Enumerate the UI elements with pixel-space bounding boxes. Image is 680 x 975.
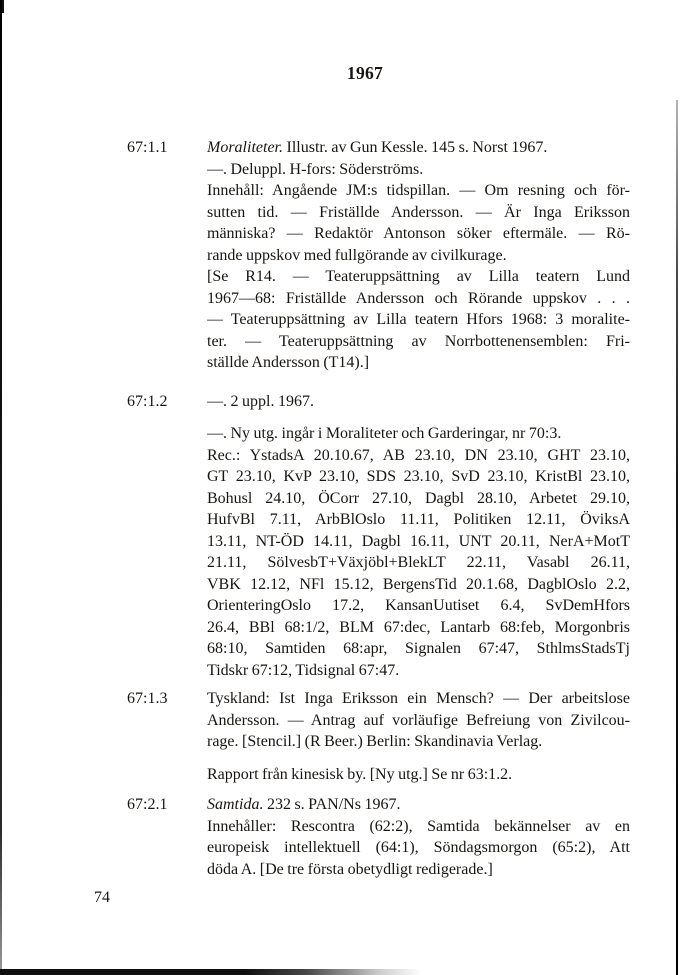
- bibliography-entry: [127, 794, 630, 880]
- text-line: [207, 688, 630, 710]
- text-line: [207, 837, 630, 859]
- entry-block: [207, 688, 630, 753]
- text-segment: Innehåll: Angående JM:s tidspillan. — Om resning och för-: [207, 182, 630, 199]
- text-segment: HufvBl 7.11, ArbBlOslo 11.11, Politiken 12.11, ÖviksA: [207, 511, 630, 528]
- text-line: [207, 309, 630, 331]
- work-title: Moraliteter.: [207, 139, 283, 156]
- text-line: [207, 660, 630, 682]
- text-line: [207, 509, 630, 531]
- text-line: [207, 638, 630, 660]
- scan-edge-bottom: [0, 969, 680, 975]
- text-segment: —. Deluppl. H-fors: Söderströms.: [207, 160, 424, 178]
- text-line: [207, 288, 630, 310]
- text-line: [207, 245, 630, 267]
- text-segment: ter. — Teateruppsättning av Norrbottenensemblen: Fri-: [207, 332, 630, 350]
- entry-body: [207, 391, 630, 682]
- text-line: [207, 137, 630, 159]
- bibliography-entry: [127, 391, 630, 682]
- text-line: [207, 488, 630, 510]
- entry-number: 67:1.2: [127, 392, 168, 410]
- text-segment: europeisk intellektuell (64:1), Söndagsmorgon (65:2), Att: [207, 839, 630, 856]
- text-segment: GT 23.10, KvP 23.10, SDS 23.10, SvD 23.10, KristBl 23.10,: [207, 468, 630, 485]
- text-line: [207, 391, 630, 413]
- text-segment: 68:10, Samtiden 68:apr, Signalen 67:47, SthlmsStadsTj: [207, 640, 630, 657]
- entry-block: [207, 391, 630, 413]
- text-line: [207, 180, 630, 202]
- entry-block: [207, 423, 630, 681]
- text-line: [207, 223, 630, 245]
- entry-body: [207, 794, 630, 880]
- text-segment: — Teateruppsättning av Lilla teatern Hfors 1968: 3 moralite-: [207, 311, 630, 328]
- text-line: [207, 764, 630, 786]
- text-segment: Bohusl 24.10, ÖCorr 27.10, Dagbl 28.10, Arbetet 29.10,: [207, 489, 630, 507]
- text-segment: Innehåller: Rescontra (62:2), Samtida bekännelser av en: [207, 817, 630, 835]
- scan-edge-left: [0, 0, 2, 975]
- text-segment: döda A. [De tre första obetydligt redigerade.]: [207, 860, 493, 878]
- text-segment: sutten tid. — Friställde Andersson. — Är Inga Eriksson: [207, 203, 630, 221]
- entry-body: [207, 688, 630, 785]
- text-segment: OrienteringOslo 17.2, KansanUutiset 6.4, SvDemHfors: [207, 597, 630, 614]
- text-segment: Rec.: YstadsA 20.10.67, AB 23.10, DN 23.10, GHT 23.10,: [207, 446, 630, 464]
- entry-block: [207, 794, 630, 880]
- text-line: [207, 816, 630, 838]
- scan-edge-right: [676, 100, 678, 975]
- text-line: [207, 595, 630, 617]
- text-line: [207, 159, 630, 181]
- bibliography-entry: [127, 688, 630, 785]
- text-segment: [Se R14. — Teateruppsättning av Lilla teatern Lund: [207, 268, 630, 285]
- text-segment: rande uppskov med fullgörande av civilkurage.: [207, 246, 507, 264]
- text-segment: Tyskland: Ist Inga Eriksson ein Mensch? — Der arbeitslose: [207, 690, 630, 707]
- entry-block: [207, 764, 630, 786]
- entry-number: 67:1.1: [127, 139, 168, 156]
- text-line: [207, 531, 630, 553]
- text-segment: människa? — Redaktör Antonson söker eftermäle. — Rö-: [207, 225, 630, 242]
- text-line: [207, 331, 630, 353]
- text-line: [207, 731, 630, 753]
- text-segment: —. Ny utg. ingår i Moraliteter och Garderingar, nr 70:3.: [207, 425, 562, 442]
- text-segment: Tidskr 67:12, Tidsignal 67:47.: [207, 661, 400, 679]
- text-segment: Rapport från kinesisk by. [Ny utg.] Se nr 63:1.2.: [207, 765, 513, 783]
- text-line: [207, 552, 630, 574]
- text-segment: VBK 12.12, NFl 15.12, BergensTid 20.1.68, DagblOslo 2.2,: [207, 575, 630, 593]
- entry-number: 67:2.1: [127, 796, 168, 813]
- text-segment: 21.11, SölvesbT+Växjöbl+BlekLT 22.11, Vasabl 26.11,: [207, 554, 630, 571]
- text-line: [207, 266, 630, 288]
- year-heading: 1967: [346, 63, 384, 83]
- text-segment: rage. [Stencil.] (R Beer.) Berlin: Skandinavia Verlag.: [207, 733, 543, 750]
- page-number: 74: [94, 889, 110, 906]
- text-segment: Andersson. — Antrag auf vorläufige Befreiung von Zivilcou-: [207, 711, 630, 729]
- text-segment: —. 2 uppl. 1967.: [207, 392, 314, 410]
- work-title: Samtida.: [207, 796, 264, 813]
- bibliography-entries: [127, 137, 630, 880]
- text-segment: 13.11, NT-ÖD 14.11, Dagbl 16.11, UNT 20.11, NerA+MotT: [207, 532, 630, 550]
- entry-number: 67:1.3: [127, 690, 168, 707]
- entry-body: [207, 137, 630, 374]
- text-line: [207, 794, 630, 816]
- text-line: [207, 710, 630, 732]
- bibliography-entry: [127, 137, 630, 374]
- text-line: [207, 202, 630, 224]
- text-line: [207, 352, 630, 374]
- text-line: [207, 445, 630, 467]
- text-segment: 1967—68: Friställde Andersson och Rörande uppskov . . .: [207, 289, 630, 307]
- text-line: [207, 617, 630, 639]
- text-line: [207, 423, 630, 445]
- text-line: [207, 466, 630, 488]
- text-line: [207, 574, 630, 596]
- entry-block: [207, 137, 630, 374]
- text-segment: 26.4, BBl 68:1/2, BLM 67:dec, Lantarb 68:feb, Morgonbris: [207, 618, 630, 636]
- text-line: [207, 859, 630, 881]
- text-segment: Illustr. av Gun Kessle. 145 s. Norst 1967.: [283, 139, 548, 156]
- text-segment: 232 s. PAN/Ns 1967.: [263, 796, 401, 813]
- text-segment: ställde Andersson (T14).]: [207, 354, 370, 371]
